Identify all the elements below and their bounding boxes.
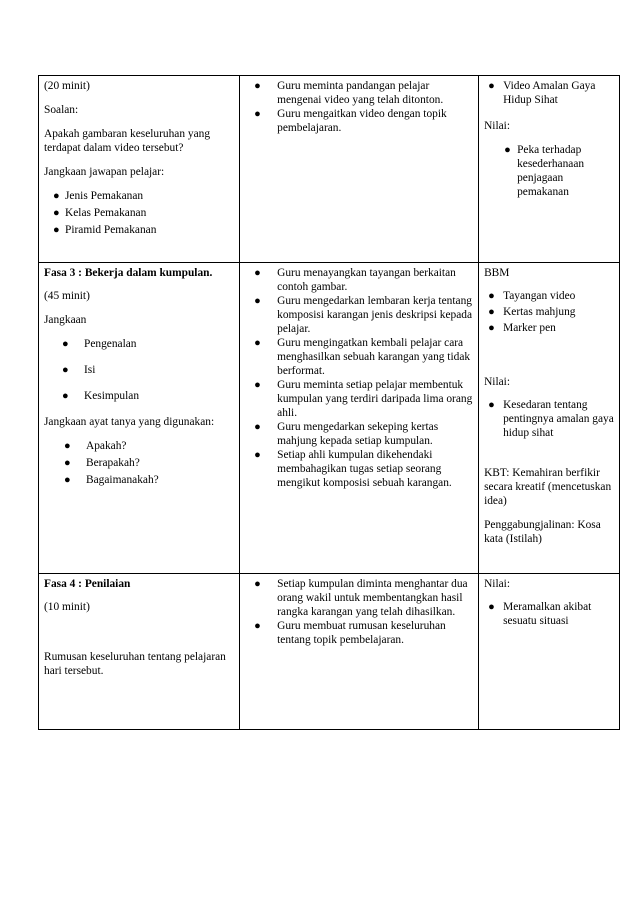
duration: (20 minit) — [44, 80, 90, 92]
step-cell — [39, 574, 240, 730]
list-item: ● Meramalkan akibat sesuatu situasi — [488, 601, 592, 627]
list-item: ● Pengenalan — [62, 338, 137, 350]
activity-list — [245, 577, 473, 647]
bullet-icon: ● — [254, 80, 261, 92]
list-item: ● Kertas mahjung — [488, 306, 576, 318]
expected-answers-list — [44, 189, 234, 237]
step-cell — [39, 263, 240, 574]
notes-cell — [479, 76, 620, 263]
activity-list — [245, 266, 473, 490]
integration-text: Penggabungjalinan: Kosa kata (Istilah) — [484, 519, 601, 545]
question-text: Apakah gambaran keseluruhan yang terdapat dalam video tersebut? — [44, 128, 211, 154]
bullet-icon: ● — [64, 474, 71, 486]
bullet-icon: ● — [504, 144, 511, 156]
bullet-icon: ● — [488, 399, 495, 411]
list-item: ● Guru mengedarkan lembaran kerja tentang komposisi karangan jenis deskripsi kepada pelajar. — [254, 295, 473, 335]
lesson-plan-table — [38, 75, 620, 730]
bullet-icon: ● — [254, 267, 261, 279]
list-item: ● Setiap ahli kumpulan dikehendaki membahagikan tugas setiap seorang mengikut komposisi sebuah karangan. — [254, 449, 452, 489]
bullet-icon: ● — [254, 379, 261, 391]
resources-list — [484, 79, 614, 107]
list-item: ● Video Amalan Gaya Hidup Sihat — [488, 80, 596, 106]
step-cell — [39, 76, 240, 263]
list-item: ● Guru meminta pandangan pelajar mengenai video yang telah ditonton. — [254, 80, 444, 106]
phase-title: Fasa 4 : Penilaian — [44, 578, 131, 590]
values-label: Nilai: — [484, 578, 511, 590]
bullet-icon: ● — [254, 578, 261, 590]
list-item: ● Guru menayangkan tayangan berkaitan contoh gambar. — [254, 267, 456, 293]
bullet-icon: ● — [488, 80, 495, 92]
bullet-icon: ● — [62, 390, 69, 402]
list-item: ● Kesedaran tentang pentingnya amalan gaya hidup sihat — [488, 399, 614, 439]
phase-title: Fasa 3 : Bekerja dalam kumpulan. — [44, 267, 213, 279]
bullet-icon: ● — [62, 338, 69, 350]
essay-parts-list — [44, 337, 234, 403]
list-item: ● Setiap kumpulan diminta menghantar dua orang wakil untuk membentangkan hasil rangka karangan yang telah dihasilkan. — [254, 578, 468, 618]
duration: (10 minit) — [44, 601, 90, 613]
bullet-icon: ● — [62, 364, 69, 376]
bullet-icon: ● — [488, 306, 495, 318]
values-list — [484, 398, 614, 440]
bullet-icon: ● — [53, 207, 60, 219]
list-item: ● Apakah? — [64, 440, 127, 452]
bullet-icon: ● — [53, 224, 60, 236]
list-item: ● Guru mengaitkan video dengan topik pembelajaran. — [254, 108, 447, 134]
table-row — [39, 76, 620, 263]
values-label: Nilai: — [484, 376, 511, 388]
bbm-label: BBM — [484, 267, 510, 279]
list-item: ● Marker pen — [488, 322, 556, 334]
notes-cell — [479, 574, 620, 730]
bullet-icon: ● — [53, 190, 60, 202]
list-item: ● Peka terhadap kesederhanaan penjagaan pemakanan — [504, 144, 585, 198]
kbt-text: KBT: Kemahiran berfikir secara kreatif (mencetuskan idea) — [484, 467, 612, 507]
values-list — [484, 143, 614, 199]
list-item: ● Tayangan video — [488, 290, 576, 302]
questions-label: Jangkaan ayat tanya yang digunakan: — [44, 416, 215, 428]
activity-list — [245, 79, 473, 135]
bullet-icon: ● — [254, 108, 261, 120]
activity-cell — [240, 574, 479, 730]
list-item: ● Kesimpulan — [62, 390, 140, 402]
bullet-icon: ● — [254, 421, 261, 433]
list-item: ● Guru mengedarkan sekeping kertas mahjung kepada setiap kumpulan. — [254, 421, 439, 447]
list-item: ● Piramid Pemakanan — [53, 224, 157, 236]
activity-cell — [240, 263, 479, 574]
list-item: ● Guru meminta setiap pelajar membentuk kumpulan yang terdiri daripada lima orang ahli. — [254, 379, 473, 419]
list-item: ● Jenis Pemakanan — [53, 190, 144, 202]
bullet-icon: ● — [488, 290, 495, 302]
bullet-icon: ● — [254, 337, 261, 349]
bullet-icon: ● — [64, 440, 71, 452]
values-label: Nilai: — [484, 120, 511, 132]
bullet-icon: ● — [254, 449, 261, 461]
bullet-icon: ● — [254, 295, 261, 307]
activity-cell — [240, 76, 479, 263]
bbm-list — [484, 289, 614, 335]
list-item: ● Bagaimanakah? — [64, 474, 159, 486]
list-item: ● Guru membuat rumusan keseluruhan tentang topik pembelajaran. — [254, 620, 446, 646]
summary-text: Rumusan keseluruhan tentang pelajaran hari tersebut. — [44, 651, 226, 677]
bullet-icon: ● — [488, 322, 495, 334]
expectation-label: Jangkaan — [44, 314, 87, 326]
bullet-icon: ● — [64, 457, 71, 469]
bullet-icon: ● — [488, 601, 495, 613]
duration: (45 minit) — [44, 290, 90, 302]
list-item: ● Guru mengingatkan kembali pelajar cara menghasilkan sebuah karangan yang tidak berformat. — [254, 337, 471, 377]
notes-cell — [479, 263, 620, 574]
values-list — [484, 600, 614, 628]
question-words-list — [44, 439, 234, 487]
list-item: ● Kelas Pemakanan — [53, 207, 147, 219]
question-label: Soalan: — [44, 104, 79, 116]
bullet-icon: ● — [254, 620, 261, 632]
table-row — [39, 263, 620, 574]
table-row — [39, 574, 620, 730]
list-item: ● Berapakah? — [64, 457, 140, 469]
answers-label: Jangkaan jawapan pelajar: — [44, 166, 165, 178]
list-item: ● Isi — [62, 364, 96, 376]
